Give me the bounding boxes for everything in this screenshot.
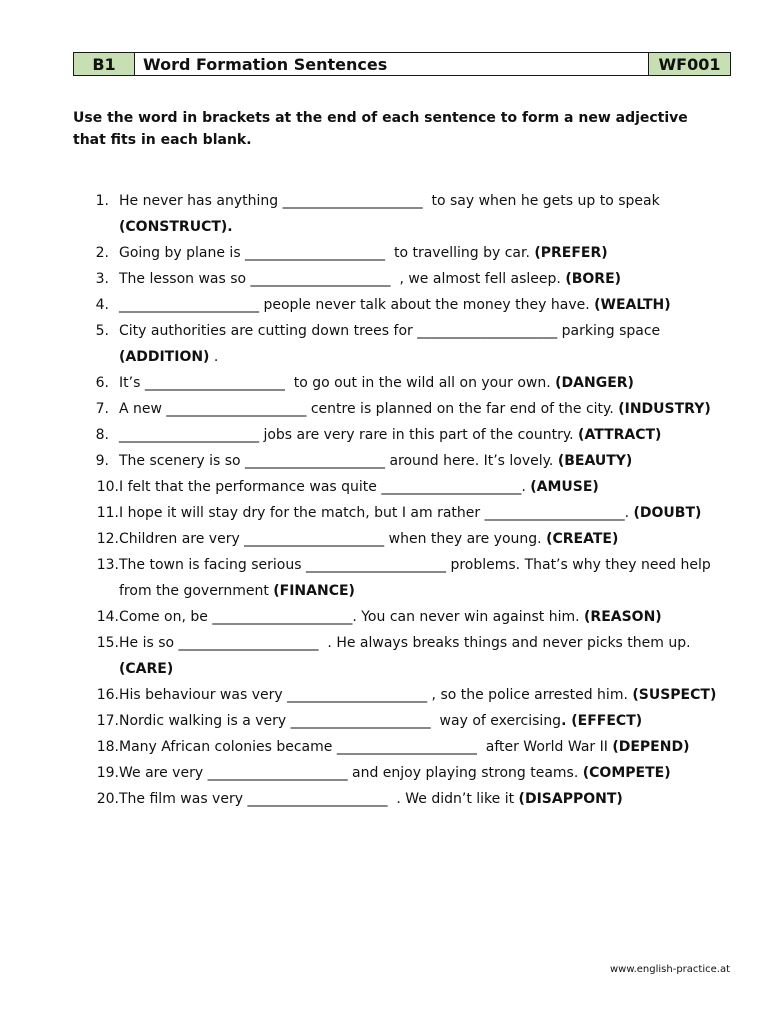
item-number: 5. [95,323,109,339]
sentence-body: Children are very ____________________ when they are young. [119,531,547,547]
sentence-body: I hope it will stay dry for the match, but I am rather ____________________. [119,505,634,521]
list-item [73,630,733,682]
item-number: 19. [96,765,119,781]
level-badge: B1 [74,53,135,75]
sentence-text [119,526,733,552]
base-word: (CREATE) [546,531,619,547]
item-number: 1. [95,193,109,209]
list-item [73,552,733,604]
sentence-text [119,500,733,526]
sentence-list [73,188,733,812]
sentence-text [119,760,733,786]
sentence-body: ____________________ jobs are very rare in this part of the country. [119,427,579,443]
worksheet-header [73,52,731,76]
sentence-text [119,708,733,734]
item-number: 3. [95,271,109,287]
sentence-body: Going by plane is ____________________ to travelling by car. [119,245,535,261]
list-item [73,734,733,760]
item-number: 13. [96,557,119,573]
sentence-body: City authorities are cutting down trees for ____________________ parking space [119,323,665,339]
sentence-text [119,604,733,630]
sentence-body: The lesson was so ____________________ , we almost fell asleep. [119,271,566,287]
sentence-text [119,630,733,682]
sentence-text [119,318,733,370]
list-item [73,500,733,526]
sentence-text [119,370,733,396]
sentence-body: Many African colonies became ____________________ after World War II [119,739,613,755]
base-word: (AMUSE) [530,479,599,495]
base-word: (DANGER) [555,375,634,391]
sentence-body: ____________________ people never talk about the money they have. [119,297,595,313]
base-word: (DEPEND) [612,739,690,755]
item-number: 4. [95,297,109,313]
list-item [73,448,733,474]
list-item [73,292,733,318]
item-number: 6. [95,375,109,391]
item-number: 16. [96,687,119,703]
list-item [73,240,733,266]
sentence-text [119,240,733,266]
list-item [73,708,733,734]
item-number: 20. [96,791,119,807]
sentence-tail: . [209,349,219,365]
sentence-body: The film was very ____________________ . We didn’t like it [119,791,519,807]
list-item [73,474,733,500]
base-word: (WEALTH) [594,297,671,313]
list-item [73,604,733,630]
base-word: (ADDITION) [119,349,210,365]
base-word: (CONSTRUCT). [119,219,233,235]
base-word: . (EFFECT) [561,713,643,729]
list-item [73,422,733,448]
sentence-body: He never has anything ____________________ to say when he gets up to speak [119,193,665,209]
sentence-text [119,292,733,318]
base-word: (DOUBT) [633,505,702,521]
worksheet-code: WF001 [648,53,730,75]
item-number: 8. [95,427,109,443]
list-item [73,318,733,370]
sentence-body: It’s ____________________ to go out in the wild all on your own. [119,375,556,391]
base-word: (PREFER) [534,245,608,261]
list-item [73,786,733,812]
base-word: (COMPETE) [582,765,671,781]
footer-url: www.english-practice.at [609,964,730,975]
sentence-text [119,266,733,292]
sentence-body: The town is facing serious ____________________ problems. That’s why they need help from the government [119,557,716,599]
list-item [73,682,733,708]
sentence-text [119,682,733,708]
sentence-body: His behaviour was very ____________________ , so the police arrested him. [119,687,633,703]
sentence-text [119,422,733,448]
base-word: (INDUSTRY) [618,401,711,417]
sentence-body: I felt that the performance was quite ____________________. [119,479,531,495]
list-item [73,266,733,292]
item-number: 12. [96,531,119,547]
item-number: 15. [96,635,119,651]
item-number: 17. [96,713,119,729]
item-number: 11. [96,505,119,521]
sentence-text [119,396,733,422]
sentence-body: We are very ____________________ and enjoy playing strong teams. [119,765,583,781]
base-word: (REASON) [584,609,662,625]
sentence-body: Come on, be ____________________. You can never win against him. [119,609,585,625]
item-number: 18. [96,739,119,755]
list-item [73,396,733,422]
base-word: (DISAPPONT) [518,791,623,807]
item-number: 2. [95,245,109,261]
sentence-body: He is so ____________________ . He always breaks things and never picks them up. [119,635,696,651]
instructions: Use the word in brackets at the end of each sentence to form a new adjective that fits in each blank. [73,110,688,148]
list-item [73,760,733,786]
sentence-text [119,786,733,812]
list-item [73,370,733,396]
item-number: 9. [95,453,109,469]
sentence-text [119,188,733,240]
base-word: (CARE) [119,661,174,677]
list-item [73,526,733,552]
worksheet-title: Word Formation Sentences [135,53,648,75]
base-word: (BEAUTY) [557,453,633,469]
list-item [73,188,733,240]
item-number: 10. [96,479,119,495]
base-word: (FINANCE) [273,583,355,599]
sentence-body: A new ____________________ centre is planned on the far end of the city. [119,401,619,417]
base-word: (SUSPECT) [632,687,717,703]
item-number: 14. [96,609,119,625]
sentence-body: Nordic walking is a very ____________________ way of exercising [119,713,562,729]
sentence-text [119,734,733,760]
sentence-text [119,448,733,474]
sentence-text [119,552,733,604]
sentence-text [119,474,733,500]
item-number: 7. [95,401,109,417]
sentence-body: The scenery is so ____________________ around here. It’s lovely. [119,453,558,469]
base-word: (ATTRACT) [578,427,662,443]
base-word: (BORE) [565,271,622,287]
